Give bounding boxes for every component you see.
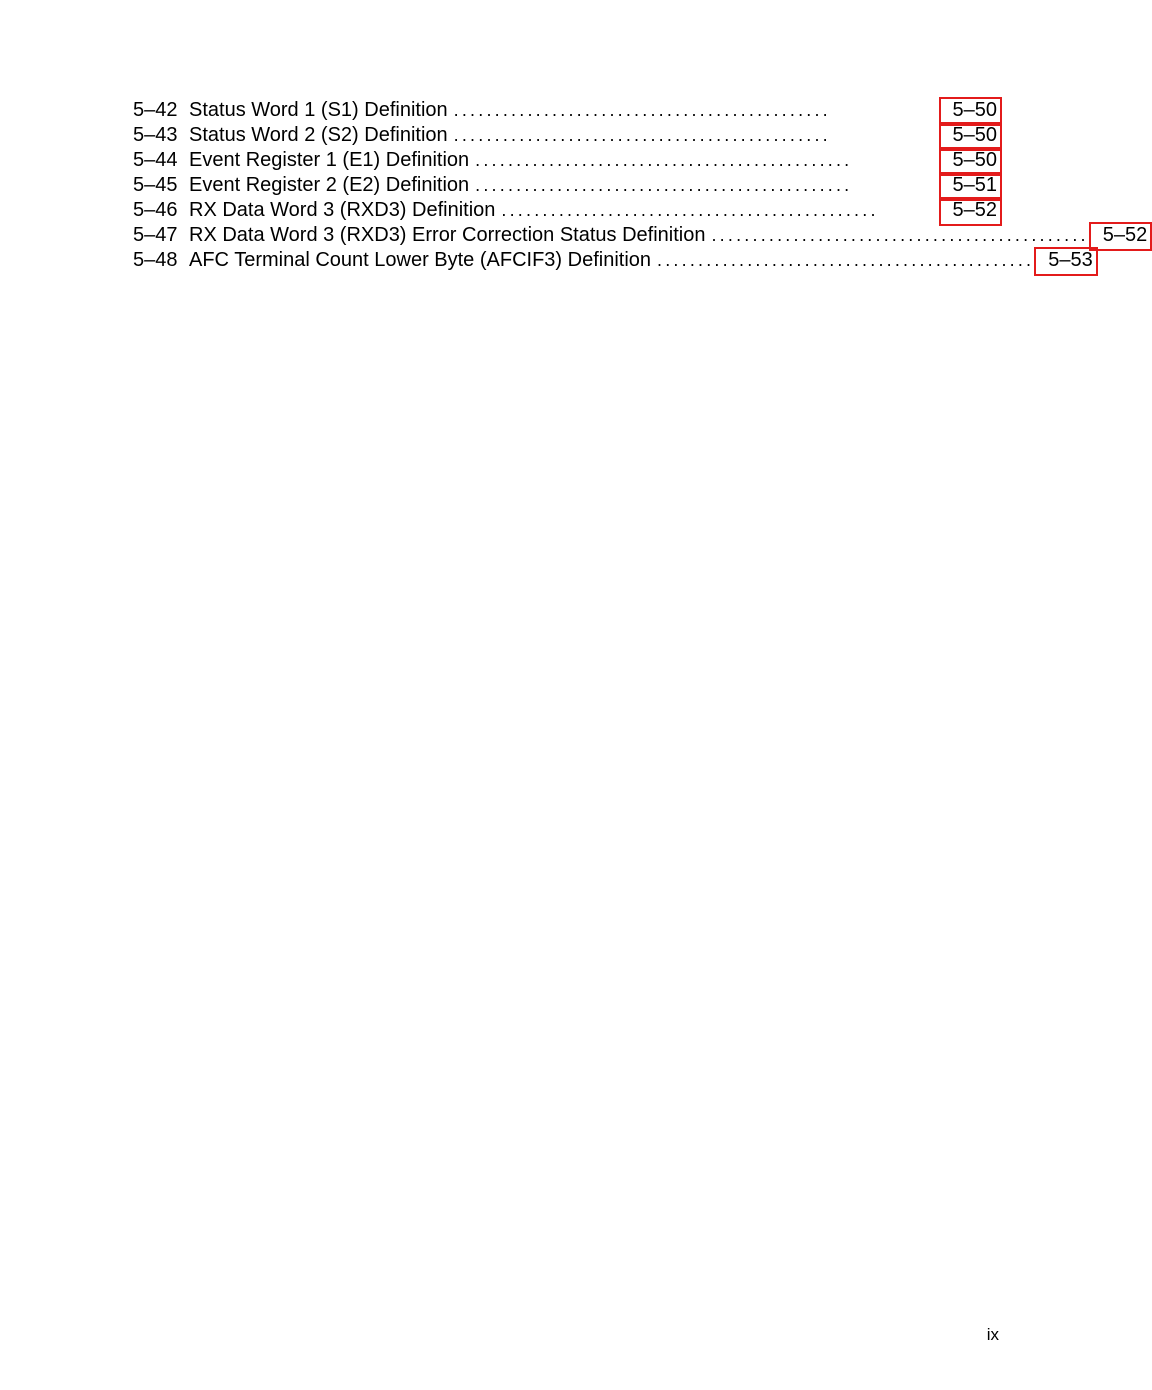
figure-number: 5–43 [133,124,178,146]
figure-title: Event Register 2 (E2) Definition [189,174,470,196]
figure-number: 5–42 [133,99,178,121]
page-reference[interactable]: 5–50 [939,123,1000,148]
dot-leader: .............................................. [711,225,1089,245]
toc-entry[interactable] [133,223,1148,248]
page-reference[interactable]: 5–52 [939,198,1000,223]
dot-leader: .............................................. [475,150,853,170]
list-of-figures [133,98,1148,273]
page-reference[interactable]: 5–53 [1034,248,1095,273]
figure-title: RX Data Word 3 (RXD3) Error Correction Status Definition [189,224,706,246]
figure-title: Status Word 1 (S1) Definition [189,99,448,121]
figure-title: Event Register 1 (E1) Definition [189,149,470,171]
dot-leader: .............................................. [501,200,879,220]
toc-entry[interactable] [133,173,999,198]
toc-entry[interactable] [133,123,999,148]
page-reference[interactable]: 5–50 [939,148,1000,173]
toc-entry[interactable] [133,248,1093,273]
figure-number: 5–46 [133,199,178,221]
dot-leader: .............................................. [453,125,831,145]
figure-number: 5–48 [133,249,178,271]
figure-number: 5–47 [133,224,178,246]
dot-leader: .............................................. [475,175,853,195]
figure-number: 5–45 [133,174,178,196]
toc-entry[interactable] [133,148,999,173]
page-reference[interactable]: 5–52 [1089,223,1150,248]
figure-number: 5–44 [133,149,178,171]
page-number: ix [986,1325,999,1344]
figure-title: RX Data Word 3 (RXD3) Definition [189,199,496,221]
dot-leader: .............................................. [657,250,1035,270]
page-reference[interactable]: 5–50 [939,98,1000,123]
toc-entry[interactable] [133,98,999,123]
dot-leader: .............................................. [453,100,831,120]
figure-title: Status Word 2 (S2) Definition [189,124,448,146]
figure-title: AFC Terminal Count Lower Byte (AFCIF3) Definition [189,249,652,271]
page-reference[interactable]: 5–51 [939,173,1000,198]
toc-entry[interactable] [133,198,999,223]
